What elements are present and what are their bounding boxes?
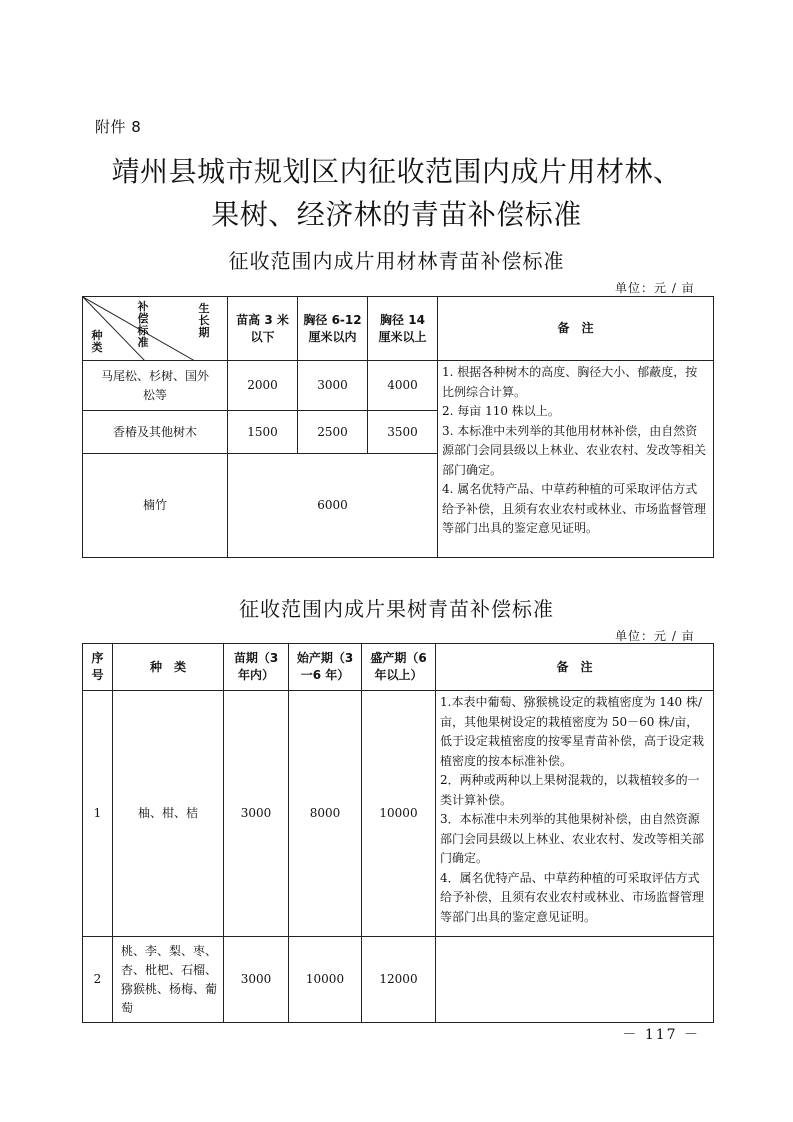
- row-name: 香椿及其他树木: [83, 411, 228, 454]
- fruit-tree-compensation-table: [82, 643, 714, 1023]
- row-value: 10000: [289, 937, 362, 1023]
- header-remarks: 备 注: [438, 297, 714, 361]
- remarks-cell: [438, 361, 714, 558]
- table-row: [83, 361, 714, 411]
- row-value: 2000: [228, 361, 298, 411]
- row-name: 柚、柑、桔: [113, 691, 224, 937]
- table2-unit: 单位：元 / 亩: [615, 629, 695, 643]
- row-value: 3000: [224, 937, 289, 1023]
- header-diameter-6-12cm: 胸径 6-12 厘米以内: [298, 297, 368, 361]
- row-merged-value: 6000: [228, 454, 438, 558]
- row-value: 1500: [228, 411, 298, 454]
- table-row: [83, 937, 714, 1023]
- remark-item: 1.本表中葡萄、猕猴桃设定的栽植密度为 140 株/亩，其他果树设定的栽植密度为 50－60 株/亩，低于设定栽植密度的按零星青苗补偿，高于设定栽植密度的按本标准补偿。: [440, 695, 705, 768]
- diag-label-standard: 补偿标准: [137, 300, 149, 349]
- row-value: 12000: [362, 937, 436, 1023]
- page-title-line-1: 靖州县城市规划区内征收范围内成片用材林、: [111, 155, 682, 188]
- timber-compensation-table: [82, 296, 714, 558]
- remarks-cell-empty: [436, 937, 714, 1023]
- page-number: － 117 －: [622, 1027, 700, 1043]
- row-value: 4000: [368, 361, 438, 411]
- diagonal-header-cell: [83, 297, 228, 361]
- remark-item: 4．属名优特产品、中草药种植的可采取评估方式给予补偿，且须有农业农村或林业、市场监督管理等部门出具的鉴定意见证明。: [440, 870, 705, 924]
- header-peak-production: 盛产期（6 年以上）: [362, 644, 436, 691]
- diag-label-category: 种类: [91, 329, 103, 354]
- page-title-line-2: 果树、经济林的青苗补偿标准: [211, 198, 582, 231]
- row-value: 3500: [368, 411, 438, 454]
- table1-unit: 单位：元 / 亩: [615, 281, 695, 295]
- row-name: 马尾松、杉树、国外松等: [83, 361, 228, 411]
- header-diameter-over-14cm: 胸径 14 厘米以上: [368, 297, 438, 361]
- table1-title: 征收范围内成片用材林青苗补偿标准: [228, 249, 565, 273]
- header-serial-no: 序号: [83, 644, 113, 691]
- table-row: [83, 691, 714, 937]
- row-serial: 2: [83, 937, 113, 1023]
- header-early-production: 始产期（3 一6 年）: [289, 644, 362, 691]
- remark-item: 2. 每亩 110 株以上。: [442, 404, 560, 418]
- table2-title: 征收范围内成片果树青苗补偿标准: [239, 597, 554, 621]
- header-height-under-3m: 苗高 3 米以下: [228, 297, 298, 361]
- row-value: 3000: [224, 691, 289, 937]
- diag-label-period: 生长期: [198, 302, 210, 339]
- annex-label: 附件 8: [95, 118, 142, 136]
- page-title: [0, 150, 793, 236]
- remarks-cell: [436, 691, 714, 937]
- remark-item: 2．两种或两种以上果树混栽的，以栽植较多的一类计算补偿。: [440, 773, 700, 807]
- row-serial: 1: [83, 691, 113, 937]
- header-remarks: 备 注: [436, 644, 714, 691]
- remark-item: 3. 本标准中未列举的其他用材林补偿，由自然资源部门会同县级以上林业、农业农村、发改等相关部门确定。: [442, 423, 707, 477]
- header-seedling-period: 苗期（3 年内）: [224, 644, 289, 691]
- remark-item: 3．本标准中未列举的其他果树补偿，由自然资源部门会同县级以上林业、农业农村、发改等相关部门确定。: [440, 812, 705, 865]
- remark-item: 4. 属名优特产品、中草药种植的可采取评估方式给予补偿，且须有农业农村或林业、市场监督管理等部门出具的鉴定意见证明。: [442, 482, 707, 535]
- row-value: 8000: [289, 691, 362, 937]
- row-value: 2500: [298, 411, 368, 454]
- remark-item: 1. 根据各种树木的高度、胸径大小、郁蔽度，按比例综合计算。: [442, 365, 698, 399]
- row-name: 桃、李、梨、枣、杏、枇杷、石榴、猕猴桃、杨梅、葡萄: [113, 937, 224, 1023]
- row-value: 3000: [298, 361, 368, 411]
- header-category: 种 类: [113, 644, 224, 691]
- row-name: 楠竹: [83, 454, 228, 558]
- row-value: 10000: [362, 691, 436, 937]
